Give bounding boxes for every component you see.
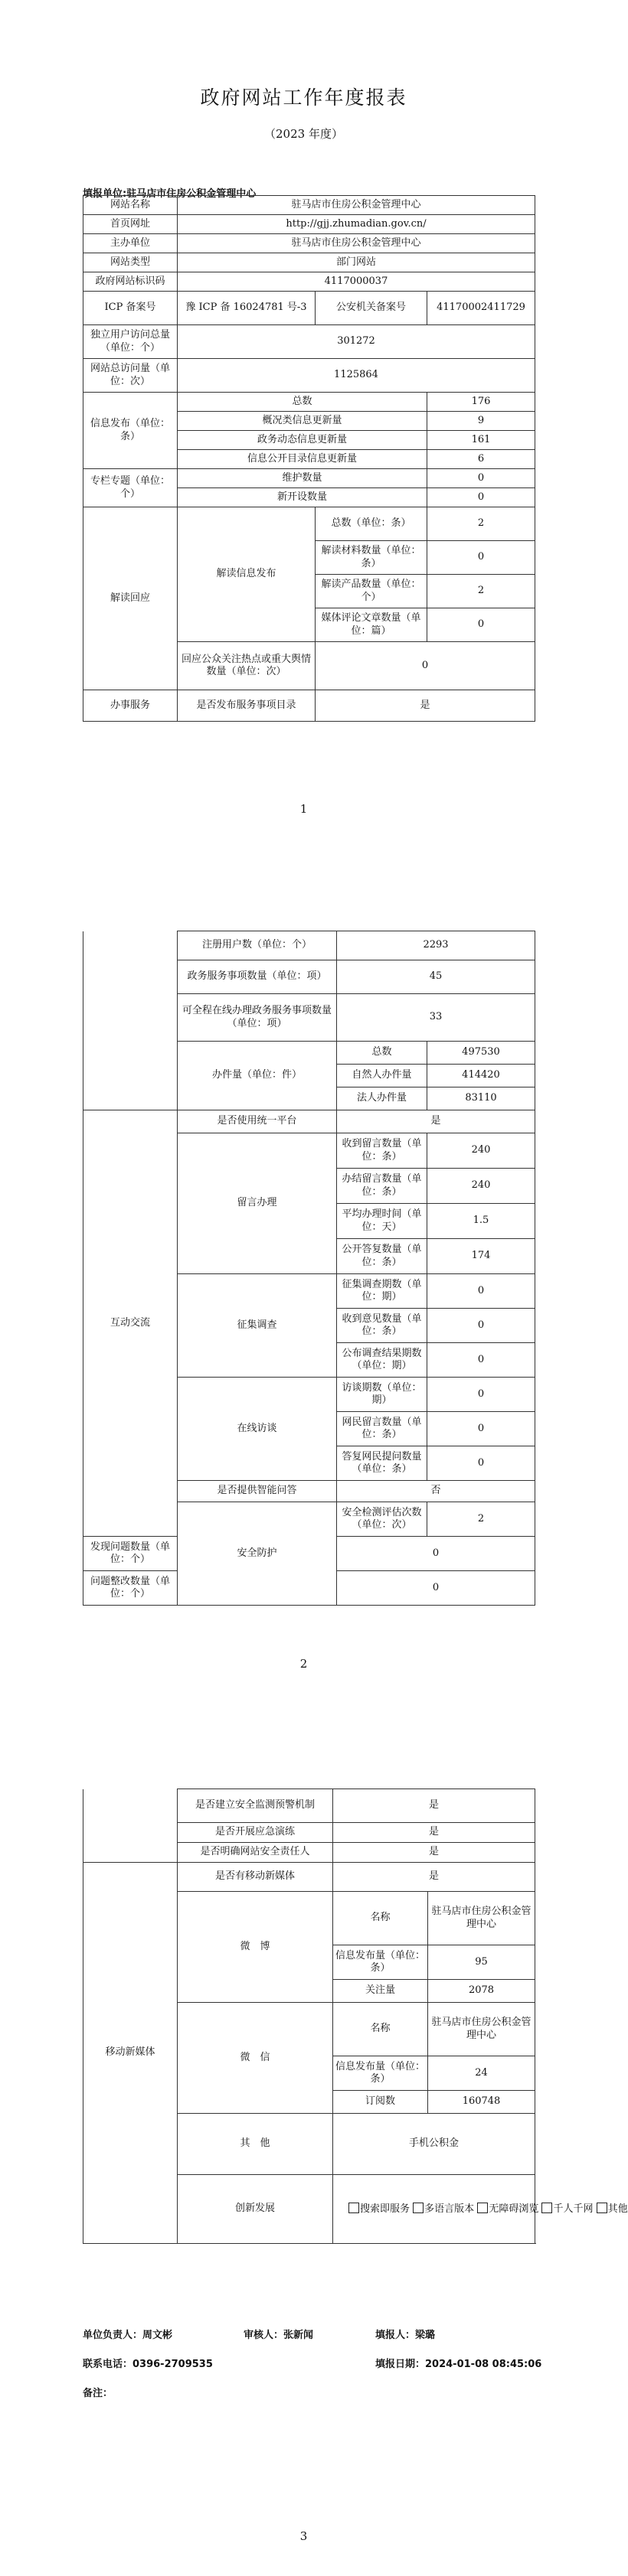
checkbox-icon: [413, 2203, 424, 2213]
interview-count: 0: [427, 1378, 535, 1412]
monitor-mechanism: 是: [333, 1789, 535, 1823]
section-label: 办事服务: [83, 690, 178, 722]
row-label: 媒体评论文章数量（单位：篇）: [316, 608, 427, 642]
service-items: 45: [337, 960, 535, 994]
wechat-subscribers: 160748: [428, 2091, 535, 2114]
cases-total: 497530: [427, 1042, 535, 1065]
checkbox-icon: [348, 2203, 359, 2213]
smart-qa: 否: [337, 1481, 535, 1502]
icp-number: 豫 ICP 备 16024781 号-3: [178, 292, 316, 325]
row-label: 是否发布服务事项目录: [178, 690, 316, 722]
site-code: 4117000037: [178, 272, 535, 292]
row-label: 总数（单位：条）: [316, 507, 427, 541]
page-views: 1125864: [178, 359, 535, 393]
row-label: 是否明确网站安全责任人: [178, 1843, 333, 1863]
row-label: 公安机关备案号: [316, 292, 427, 325]
row-label: 办件量（单位：件）: [178, 1042, 337, 1110]
row-label: 解读信息发布: [178, 507, 316, 642]
report-title: 政府网站工作年度报表: [200, 86, 407, 109]
info-dynamic: 161: [427, 431, 535, 450]
page-number: 2: [299, 1657, 308, 1671]
section-label: 互动交流: [83, 1110, 178, 1537]
row-label: 网站类型: [83, 253, 178, 272]
info-catalog: 6: [427, 450, 535, 469]
section-label: 解读回应: [83, 507, 178, 690]
fill-date: 填报日期：2024-01-08 08:45:06: [375, 2359, 542, 2370]
row-label: 网站名称: [83, 196, 178, 215]
emergency-drill: 是: [333, 1823, 535, 1843]
page-number: 1: [299, 802, 308, 816]
site-type: 部门网站: [178, 253, 535, 272]
row-label: 解读产品数量（单位：个）: [316, 575, 427, 608]
reg-users: 2293: [337, 931, 535, 960]
report-table-page1: [83, 195, 535, 722]
row-label: 公布调查结果期数（单位：期）: [337, 1343, 427, 1378]
row-label: 征集调查期数（单位：期）: [337, 1274, 427, 1309]
online-items: 33: [337, 994, 535, 1042]
section-label: 创新发展: [178, 2175, 333, 2244]
row-label: 发现问题数量（单位：个）: [83, 1537, 178, 1571]
report-year: （2023 年度）: [264, 127, 343, 141]
section-label: 信息发布（单位：条）: [83, 393, 178, 469]
topic-new: 0: [427, 488, 535, 507]
row-label: 信息公开目录信息更新量: [178, 450, 427, 469]
row-label: 名称: [333, 2003, 428, 2056]
row-label: 可全程在线办理政务服务事项数量（单位：项）: [178, 994, 337, 1042]
section-label: 移动新媒体: [83, 1863, 178, 2244]
msg-done: 240: [427, 1169, 535, 1204]
row-label: 办结留言数量（单位：条）: [337, 1169, 427, 1204]
row-label: ICP 备案号: [83, 292, 178, 325]
msg-time: 1.5: [427, 1204, 535, 1239]
security-issues: 0: [337, 1537, 535, 1571]
survey-opinions: 0: [427, 1309, 535, 1343]
host-unit: 驻马店市住房公积金管理中心: [178, 234, 535, 253]
contact-phone: 联系电话：0396-2709535: [83, 2359, 213, 2370]
security-evaluations: 2: [427, 1502, 535, 1537]
row-label: 解读材料数量（单位：条）: [316, 541, 427, 575]
reviewer: 审核人：张新闻: [244, 2330, 314, 2341]
row-label: 总数: [178, 393, 427, 412]
checkbox-icon: [597, 2203, 607, 2213]
row-label: 首页网址: [83, 215, 178, 234]
row-label: 总数: [337, 1042, 427, 1065]
interp-product: 2: [427, 575, 535, 608]
row-label: 是否开展应急演练: [178, 1823, 333, 1843]
unique-visitors: 301272: [178, 325, 535, 359]
row-label: 收到意见数量（单位：条）: [337, 1309, 427, 1343]
interview-answers: 0: [427, 1446, 535, 1481]
innovation-option[interactable]: 千人千网: [541, 2203, 593, 2215]
row-label: 概况类信息更新量: [178, 412, 427, 431]
row-label: 网民留言数量（单位：条）: [337, 1412, 427, 1446]
service-publish: 是: [316, 690, 535, 722]
row-label: 政务服务事项数量（单位：项）: [178, 960, 337, 994]
checkbox-icon: [541, 2203, 552, 2213]
row-label: 主办单位: [83, 234, 178, 253]
row-label: 注册用户数（单位：个）: [178, 931, 337, 960]
row-label: 信息发布量（单位：条）: [333, 2056, 428, 2091]
row-label: 问题整改数量（单位：个）: [83, 1571, 178, 1606]
weibo-followers: 2078: [428, 1980, 535, 2003]
info-overview: 9: [427, 412, 535, 431]
filler-unit: 填报单位:驻马店市住房公积金管理中心: [83, 188, 257, 200]
cases-person: 414420: [427, 1065, 535, 1087]
report-table-page3: [83, 1789, 628, 2244]
row-label: 是否有移动新媒体: [178, 1863, 333, 1892]
row-label: 收到留言数量（单位：条）: [337, 1133, 427, 1169]
interp-material: 0: [427, 541, 535, 575]
innovation-options: [333, 2175, 628, 2244]
interp-media: 0: [427, 608, 535, 642]
page-number: 3: [299, 2529, 308, 2543]
interview-questions: 0: [427, 1412, 535, 1446]
row-label: 信息发布量（单位：条）: [333, 1945, 428, 1980]
row-label: 在线访谈: [178, 1378, 337, 1481]
response-count: 0: [316, 642, 535, 690]
row-label: 独立用户访问总量（单位：个）: [83, 325, 178, 359]
row-label: 是否提供智能问答: [178, 1481, 337, 1502]
innovation-option[interactable]: 无障碍浏览: [477, 2203, 538, 2215]
unified-platform: 是: [337, 1110, 535, 1133]
wechat-name: 驻马店市住房公积金管理中心: [428, 2003, 535, 2056]
unit-leader: 单位负责人：周文彬: [83, 2330, 173, 2341]
security-fixes: 0: [337, 1571, 535, 1606]
row-label: 平均办理时间（单位：天）: [337, 1204, 427, 1239]
topic-maintain: 0: [427, 469, 535, 488]
row-label: 访谈期数（单位：期）: [337, 1378, 427, 1412]
row-label: 是否使用统一平台: [178, 1110, 337, 1133]
innovation-option[interactable]: 搜索即服务: [348, 2203, 410, 2215]
row-label: 征集调查: [178, 1274, 337, 1378]
row-label: 新开设数量: [178, 488, 427, 507]
row-label: 关注量: [333, 1980, 428, 2003]
row-label: 公开答复数量（单位：条）: [337, 1239, 427, 1274]
row-label: 答复网民提问数量（单位：条）: [337, 1446, 427, 1481]
weibo-posts: 95: [428, 1945, 535, 1980]
row-label: 回应公众关注热点或重大舆情数量（单位：次）: [178, 642, 316, 690]
row-label: 网站总访问量（单位：次）: [83, 359, 178, 393]
site-name: 驻马店市住房公积金管理中心: [178, 196, 535, 215]
report-table-page2: [83, 931, 535, 1606]
section-label: 专栏专题（单位：个）: [83, 469, 178, 507]
row-label: 名称: [333, 1892, 428, 1945]
police-number: 41170002411729: [427, 292, 535, 325]
checkbox-icon: [477, 2203, 488, 2213]
security-owner: 是: [333, 1843, 535, 1863]
wechat-posts: 24: [428, 2056, 535, 2091]
row-label: 法人办件量: [337, 1087, 427, 1110]
survey-results: 0: [427, 1343, 535, 1378]
row-label: 微 信: [178, 2003, 333, 2114]
interp-total: 2: [427, 507, 535, 541]
msg-public: 174: [427, 1239, 535, 1274]
row-label: 安全检测评估次数（单位：次）: [337, 1502, 427, 1537]
cases-legal: 83110: [427, 1087, 535, 1110]
row-label: 政务动态信息更新量: [178, 431, 427, 450]
row-label: 订阅数: [333, 2091, 428, 2114]
innovation-option[interactable]: 多语言版本: [413, 2203, 474, 2215]
home-url: http://gjj.zhumadian.gov.cn/: [178, 215, 535, 234]
msg-received: 240: [427, 1133, 535, 1169]
row-label: 维护数量: [178, 469, 427, 488]
survey-count: 0: [427, 1274, 535, 1309]
info-total: 176: [427, 393, 535, 412]
filler-person: 填报人：梁璐: [375, 2330, 436, 2341]
innovation-option[interactable]: 其他: [597, 2203, 628, 2215]
section-label: 安全防护: [178, 1502, 337, 1606]
row-label: 其 他: [178, 2114, 333, 2175]
has-mobile-media: 是: [333, 1863, 535, 1892]
remarks: 备注：: [83, 2388, 113, 2399]
weibo-name: 驻马店市住房公积金管理中心: [428, 1892, 535, 1945]
row-label: 自然人办件量: [337, 1065, 427, 1087]
row-label: 微 博: [178, 1892, 333, 2003]
row-label: 是否建立安全监测预警机制: [178, 1789, 333, 1823]
row-label: 留言办理: [178, 1133, 337, 1274]
row-label: 政府网站标识码: [83, 272, 178, 292]
other-media: 手机公积金: [333, 2114, 535, 2175]
